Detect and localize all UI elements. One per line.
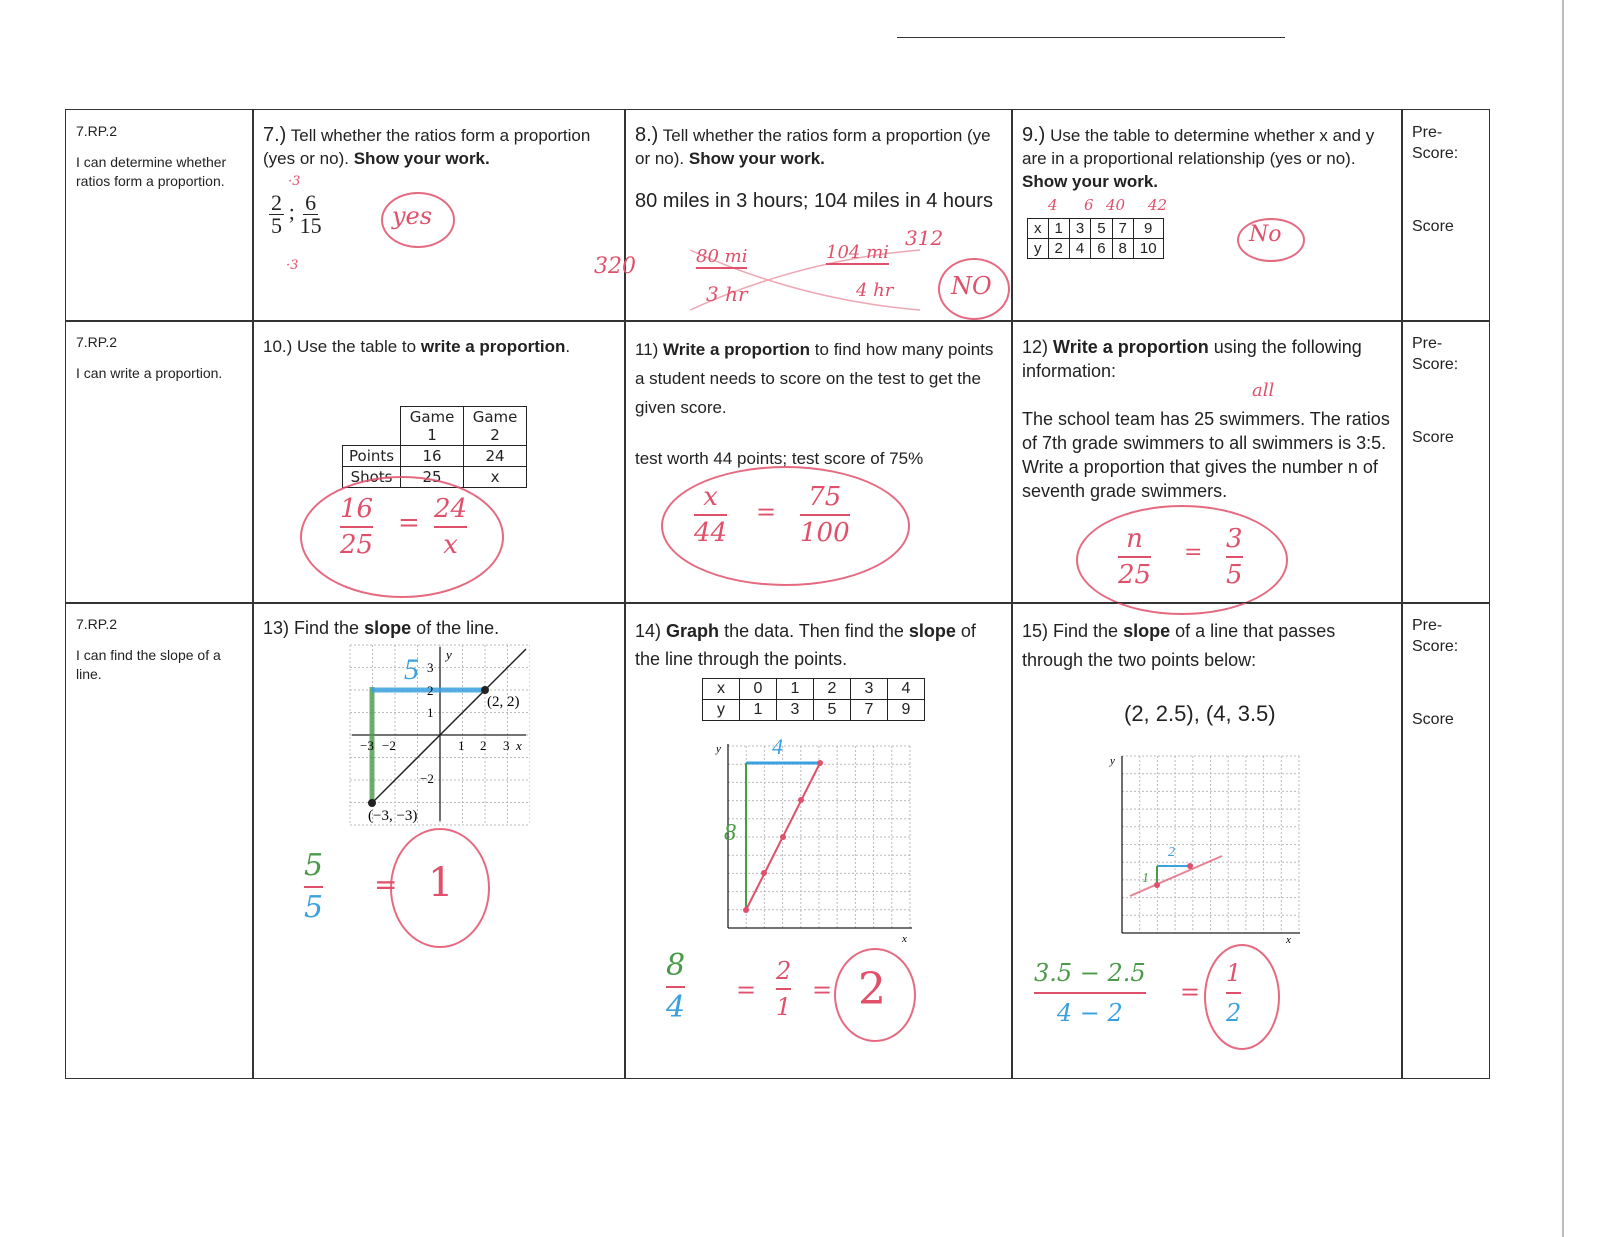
q-bold: Show your work. [1022, 172, 1159, 191]
x-tick: −3 [360, 738, 374, 753]
q-bold: Write a proportion [1053, 337, 1209, 357]
q-number: 11) [635, 340, 659, 359]
hw-multiplier-top: ·3 [288, 174, 301, 189]
hw-num: 3 [1226, 524, 1243, 554]
hw-fraction [776, 956, 791, 1022]
hw-fraction [340, 494, 373, 560]
cell: 3 [1069, 219, 1090, 239]
name-line [897, 37, 1285, 38]
cell: 9 [1133, 219, 1163, 239]
points-text: (2, 2.5), (4, 3.5) [1124, 701, 1276, 726]
score-cell-1 [1401, 109, 1490, 322]
q-bold: slope [1123, 621, 1171, 641]
hw-den: 25 [1118, 560, 1152, 590]
q-number: 9.) [1022, 124, 1046, 146]
hw-fraction [800, 482, 850, 548]
grid [1122, 756, 1299, 933]
q-bold: slope [364, 618, 412, 638]
hw-den: 25 [340, 530, 374, 560]
q-number: 15) [1022, 621, 1049, 641]
hw-run-label: 2 [1168, 845, 1175, 860]
score-label: Score [1412, 218, 1454, 235]
hw-num: n [1126, 524, 1143, 554]
point-label: (−3, −3) [368, 808, 418, 824]
cell: 6 [1091, 239, 1112, 259]
standard-cell-1 [65, 109, 254, 322]
grid [728, 746, 910, 928]
q-number: 13) [263, 618, 290, 638]
hw-fraction [1034, 956, 1146, 1030]
hw-rise-label: 5 [404, 653, 419, 686]
hw-equals: = [736, 976, 757, 1004]
hw-num: 16 [340, 494, 374, 524]
cell: x [464, 467, 527, 488]
table-row [703, 700, 925, 721]
q-text: of the line through the points. [635, 621, 976, 669]
hw-circle [1076, 505, 1288, 615]
hw-num: 1 [1226, 959, 1242, 987]
q-text: the data. Then find the [724, 621, 904, 641]
score-cell-3 [1401, 602, 1490, 1079]
hw-num: 5 [304, 848, 324, 883]
q-bold: Show your work. [353, 149, 490, 168]
axis-label-y: y [1110, 755, 1115, 767]
axis-label-y: y [716, 743, 721, 755]
row-header: x [1028, 219, 1049, 239]
row-header: y [1028, 239, 1049, 259]
hw-fraction [1118, 524, 1151, 590]
hw-equals: = [1180, 978, 1201, 1006]
standard-code: 7.RP.2 [76, 616, 117, 632]
hw-equals: = [1184, 540, 1203, 565]
hw-fraction [1226, 524, 1243, 590]
hw-answer: 1 [428, 860, 454, 906]
hw-den: 2 [1226, 999, 1242, 1027]
objective-text: I can write a proportion. [76, 365, 223, 381]
frac-den: 15 [299, 213, 322, 238]
cell: 3 [777, 700, 814, 721]
hw-run-label: 4 [772, 734, 783, 759]
point [780, 834, 786, 840]
q-bold: slope [908, 621, 956, 641]
cell: 25 [401, 467, 464, 488]
standard-code: 7.RP.2 [76, 334, 117, 350]
hw-circle [1204, 944, 1280, 1050]
q-text: of the line. [416, 618, 500, 638]
game-table [342, 406, 527, 488]
objective-text: I can determine whether ratios form a proportion. [76, 154, 227, 189]
x-tick: 3 [503, 738, 510, 753]
axis-label-y: y [446, 647, 452, 662]
hw-cross-product: 320 [594, 254, 636, 279]
hw-product: 40 [1106, 196, 1126, 214]
q-text: Tell whether the ratios form a proportion (yes or no). [263, 126, 591, 168]
cell: Shots [343, 467, 401, 488]
cell: 3 [851, 679, 888, 700]
hw-den: 1 [776, 993, 792, 1021]
point-label: (2, 2) [487, 694, 520, 710]
point [1154, 882, 1160, 888]
y-tick: 1 [427, 705, 434, 720]
hw-num: x [703, 482, 718, 512]
cell: 1 [740, 700, 777, 721]
q13-graph [348, 643, 530, 827]
cell: 4 [1069, 239, 1090, 259]
cell: 10 [1133, 239, 1163, 259]
q-text: to find how many points a student needs to score on the test to get the given score. [635, 340, 994, 417]
q-number: 7.) [263, 124, 287, 146]
header-cell: Game 1 [401, 407, 464, 446]
q-bold: Show your work. [688, 149, 825, 168]
point [1187, 863, 1193, 869]
x-tick: −2 [382, 738, 396, 753]
hw-cross-lines [680, 240, 930, 320]
hw-answer: NO [951, 272, 992, 300]
row-header: x [703, 679, 740, 700]
axis-label-x: x [902, 933, 907, 944]
separator: ; [288, 198, 295, 224]
hw-answer: 2 [858, 964, 886, 1015]
q-bold: write a proportion [420, 337, 566, 356]
hw-products [1048, 196, 1198, 216]
hw-multiplier-bottom: ·3 [286, 258, 299, 273]
hw-den: 100 [800, 518, 850, 548]
q14-graph [712, 730, 918, 944]
hw-fraction [434, 494, 467, 560]
problem-text: The school team has 25 swimmers. The ratios of 7th grade swimmers to all swimmers is 3:5. Write a proportion that gives the number n of seventh grade swimmers. [1022, 409, 1390, 501]
hw-fraction [1226, 956, 1241, 1030]
q-text: Use the table to [297, 337, 417, 356]
cell: 5 [814, 700, 851, 721]
x-tick: 2 [480, 738, 487, 753]
cell: 2 [1048, 239, 1069, 259]
standard-cell-3 [65, 602, 254, 1079]
q-bold: Graph [666, 621, 720, 641]
frac-num: 6 [305, 190, 317, 215]
q-text: Use the table to determine whether x and y are in a proportional relationship (yes or no). [1022, 126, 1375, 168]
q-bold: Write a proportion [663, 340, 811, 359]
q-number: 8.) [635, 124, 659, 146]
header-cell: Game 2 [464, 407, 527, 446]
hw-rise-label: 1 [1142, 871, 1149, 886]
table-row [343, 446, 527, 467]
pre-score-label: Pre-Score: [1412, 617, 1459, 655]
table-row [703, 679, 925, 700]
hw-num: 2 [776, 957, 792, 985]
hw-cross-product: 312 [905, 226, 944, 250]
hw-ratio: 3 hr [706, 282, 748, 306]
hw-num: 8 [666, 948, 686, 983]
y-tick: 3 [427, 660, 434, 675]
point [817, 760, 823, 766]
table-row [343, 407, 527, 446]
hw-answer: yes [392, 202, 433, 230]
cell: 1 [1048, 219, 1069, 239]
hw-product: 42 [1148, 196, 1168, 214]
table-row [1028, 239, 1164, 259]
hw-equals: = [756, 498, 777, 526]
problem-text: 80 miles in 3 hours; 104 miles in 4 hours [635, 190, 993, 212]
score-label: Score [1412, 711, 1454, 728]
hw-ratio: 80 mi [696, 246, 748, 267]
hw-product: 4 [1048, 196, 1058, 214]
score-label: Score [1412, 429, 1454, 446]
cell: 24 [464, 446, 527, 467]
q-number: 14) [635, 621, 662, 641]
cell: 4 [888, 679, 925, 700]
hw-den: 5 [1226, 560, 1243, 590]
axis-label-x: x [516, 738, 522, 753]
point [743, 907, 749, 913]
hw-num: 75 [808, 482, 842, 512]
y-tick: 2 [427, 683, 434, 698]
frac-den: 5 [271, 213, 282, 238]
q-number: 12) [1022, 337, 1049, 357]
cell: 0 [740, 679, 777, 700]
point [481, 686, 489, 694]
hw-den: x [443, 530, 458, 560]
hw-den: 4 [666, 990, 686, 1025]
cell: 7 [851, 700, 888, 721]
scan-edge [1562, 0, 1564, 1237]
hw-num: 24 [434, 494, 468, 524]
row-header: y [703, 700, 740, 721]
hw-fraction [666, 948, 685, 1026]
header-cell [343, 407, 401, 446]
y-tick: −2 [420, 771, 434, 786]
q-text: using the following information: [1022, 337, 1362, 381]
hw-equals: = [812, 976, 833, 1004]
hw-product: 6 [1084, 196, 1094, 214]
xy-table [702, 678, 925, 721]
hw-fraction [694, 482, 727, 548]
standard-cell-2 [65, 320, 254, 604]
q-text: Find the [1053, 621, 1119, 641]
hw-equals: = [374, 868, 398, 901]
standard-code: 7.RP.2 [76, 123, 117, 139]
hw-answer: No [1249, 222, 1282, 247]
cell: 8 [1112, 239, 1133, 259]
cell: 5 [1091, 219, 1112, 239]
q-text: Tell whether the ratios form a proportion (ye or no). [635, 126, 991, 168]
point [368, 799, 376, 807]
cell: 2 [814, 679, 851, 700]
hw-den: 4 − 2 [1056, 999, 1123, 1027]
hw-ratio: 104 mi [826, 242, 889, 263]
hw-den: 5 [304, 890, 324, 925]
hw-ratio: 4 hr [856, 280, 894, 301]
cell: Points [343, 446, 401, 467]
hw-num: 3.5 − 2.5 [1034, 959, 1146, 987]
q15-graph [1104, 744, 1304, 944]
table-row [1028, 219, 1164, 239]
axis-label-x: x [1286, 934, 1291, 944]
pre-score-label: Pre-Score: [1412, 124, 1459, 162]
q-text: . [565, 337, 571, 356]
point [761, 870, 767, 876]
q-text: Find the [294, 618, 360, 638]
cell: 16 [401, 446, 464, 467]
hw-den: 44 [694, 518, 728, 548]
cell: 9 [888, 700, 925, 721]
q-number: 10.) [263, 337, 293, 356]
problem-text: test worth 44 points; test score of 75% [635, 449, 924, 468]
hw-fraction [304, 848, 323, 926]
objective-text: I can find the slope of a line. [76, 647, 221, 682]
cell: 7 [1112, 219, 1133, 239]
cell: 1 [777, 679, 814, 700]
x-tick: 1 [458, 738, 465, 753]
frac-num: 2 [271, 190, 282, 215]
hw-note: all [1252, 380, 1275, 401]
q-text: of a line that passes through the two points below: [1022, 621, 1336, 670]
pre-score-label: Pre-Score: [1412, 335, 1459, 373]
point [798, 797, 804, 803]
hw-rise-label: 8 [724, 820, 736, 846]
xy-table [1027, 218, 1164, 259]
hw-equals: = [398, 508, 420, 538]
score-cell-2 [1401, 320, 1490, 604]
